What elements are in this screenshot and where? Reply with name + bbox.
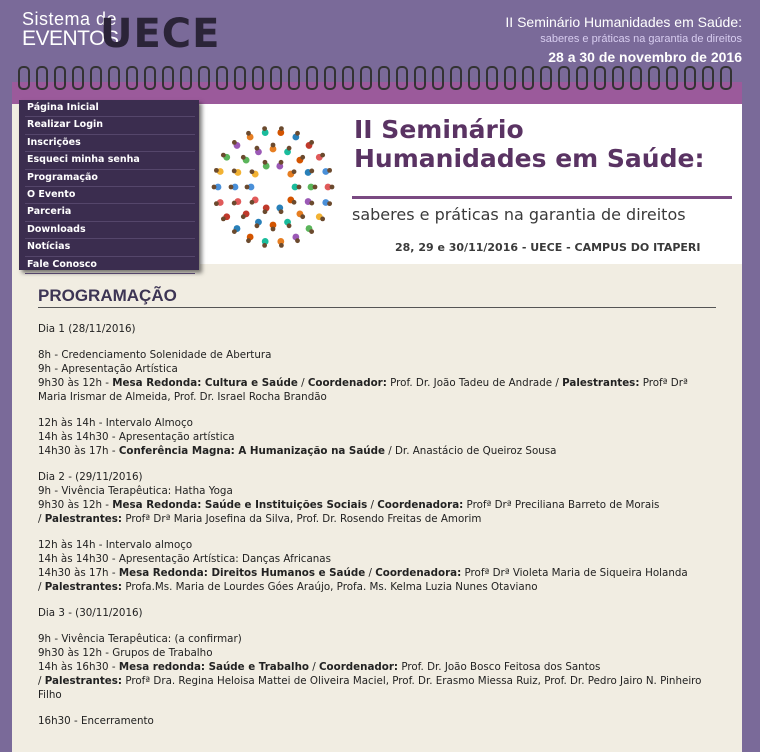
day-1-heading: Dia 1 (28/11/2016) <box>38 323 136 335</box>
person-figure <box>262 238 269 248</box>
banner-dates: 28, 29 e 30/11/2016 - UECE - CAMPUS DO ITAPERI <box>395 241 701 254</box>
names: Profa.Ms. Maria de Lourdes Góes Araújo, Profa. Ms. Kelma Luzia Nunes Otaviano <box>122 581 538 593</box>
schedule-line <box>38 444 716 458</box>
spiral-ring <box>18 66 30 90</box>
banner-title-line-1: II Seminário <box>354 115 524 144</box>
logo-line-1: Sistema de <box>22 9 118 29</box>
person-figure <box>292 131 299 140</box>
event-subtitle: saberes e práticas na garantia de direitos <box>540 33 742 45</box>
role-label: Coordenador: <box>307 377 387 389</box>
spiral-ring <box>450 66 462 90</box>
person-figure <box>296 210 305 219</box>
person-figure <box>277 126 284 136</box>
person-figure <box>246 234 253 243</box>
names: Profª Drª Maria Irismar de Almeida, Prof. Dr. Israel Rocha Brandão <box>38 377 688 403</box>
person-figure <box>276 160 283 170</box>
spiral-ring <box>324 66 336 90</box>
event-dates: 28 a 30 de novembro de 2016 <box>548 49 742 65</box>
person-figure <box>214 199 224 206</box>
names: Profª Drª Maria Josefina da Silva, Prof. Dr. Rosendo Freitas de Amorim <box>122 513 482 525</box>
names: Profª Dra. Regina Heloisa Mattei de Oliveira Maciel, Prof. Dr. Erasmo Miessa Ruiz, Prof. Dr. Pedro Jairo N. Pinheiro Filho <box>38 675 702 701</box>
day-3-heading: Dia 3 - (30/11/2016) <box>38 607 143 619</box>
person-figure <box>263 205 270 215</box>
person-figure <box>296 155 305 164</box>
menu-item-label[interactable]: Programação <box>27 171 98 183</box>
person-figure <box>270 143 277 153</box>
top-header <box>0 0 760 72</box>
schedule-line: 9h - Vivência Terapêutica: Hatha Yoga <box>38 485 233 497</box>
spiral-ring <box>612 66 624 90</box>
person-figure <box>221 213 230 221</box>
schedule-line: 8h - Credenciamento Solenidade de Abertura <box>38 349 272 361</box>
separator: / <box>365 567 376 579</box>
person-figure <box>287 169 296 177</box>
schedule-line <box>38 498 716 512</box>
menu-item-label[interactable]: Notícias <box>27 241 71 253</box>
menu-item-label[interactable]: Página Inicial <box>27 102 99 113</box>
logo-line-3: UECE <box>100 11 221 57</box>
schedule-line: 9h - Apresentação Artística <box>38 363 178 375</box>
schedule-line <box>38 674 716 702</box>
person-figure <box>322 168 332 175</box>
spiral-ring <box>504 66 516 90</box>
person-figure <box>284 146 291 155</box>
schedule-line: 9h30 às 12h - Grupos de Trabalho <box>38 647 213 659</box>
menu-item-label[interactable]: Esqueci minha senha <box>27 154 140 166</box>
session-title: Conferência Magna: A Humanização na Saúde <box>118 445 385 457</box>
day-2-heading: Dia 2 - (29/11/2016) <box>38 471 143 483</box>
spiral-ring <box>342 66 354 90</box>
time: 9h30 às 12h - <box>38 499 113 511</box>
session-title: Mesa Redonda: Direitos Humanos e Saúde <box>118 567 366 579</box>
banner-title <box>354 116 704 174</box>
person-figure <box>292 184 302 191</box>
menu-item-label[interactable]: Parceria <box>27 206 72 218</box>
schedule-line: 12h às 14h - Intervalo Almoço <box>38 417 193 429</box>
spiral-ring <box>396 66 408 90</box>
spiral-ring <box>648 66 660 90</box>
person-figure <box>241 155 250 164</box>
menu-item-label[interactable]: Downloads <box>27 223 86 235</box>
spiral-ring <box>522 66 534 90</box>
spiral-ring <box>468 66 480 90</box>
person-figure <box>276 205 283 215</box>
menu-item-inscricoes[interactable] <box>25 135 195 152</box>
spiral-ring <box>180 66 192 90</box>
spiral-ring <box>576 66 588 90</box>
menu-item-label[interactable]: O Evento <box>27 188 76 200</box>
spiral-ring <box>270 66 282 90</box>
spiral-ring <box>90 66 102 90</box>
spiral-ring <box>306 66 318 90</box>
role-label: Coordenadora: <box>375 567 462 579</box>
person-figure <box>308 184 318 191</box>
spiral-ring <box>432 66 444 90</box>
menu-item-realizar-login[interactable] <box>25 117 195 134</box>
spiral-ring <box>54 66 66 90</box>
person-figure <box>229 184 239 191</box>
person-figure <box>250 169 259 177</box>
person-figure <box>232 198 241 205</box>
spiral-ring <box>36 66 48 90</box>
person-figure <box>277 238 284 248</box>
spiral-ring <box>234 66 246 90</box>
person-figure <box>284 219 291 228</box>
separator: / <box>38 675 45 687</box>
person-figure <box>245 184 255 191</box>
schedule-line: 9h - Vivência Terapêutica: (a confirmar) <box>38 633 242 645</box>
menu-item-o-evento[interactable] <box>25 187 195 204</box>
names: Prof. Dr. João Bosco Feitosa dos Santos <box>398 661 601 673</box>
menu-item-esqueci-senha[interactable] <box>25 152 195 169</box>
role-label: Palestrantes: <box>44 675 123 687</box>
event-title: II Seminário Humanidades em Saúde: <box>505 14 742 30</box>
schedule-line <box>38 566 716 580</box>
main-menu <box>19 100 199 270</box>
spiral-ring <box>558 66 570 90</box>
person-figure <box>263 160 270 170</box>
separator: / <box>367 499 378 511</box>
menu-item-label[interactable]: Realizar Login <box>27 119 104 131</box>
person-figure <box>306 140 314 149</box>
menu-item-programacao[interactable] <box>25 170 195 187</box>
spiral-ring <box>414 66 426 90</box>
spiral-ring <box>378 66 390 90</box>
time: 14h30 às 17h - <box>38 567 119 579</box>
role-label: Palestrantes: <box>44 513 123 525</box>
spiral-ring <box>360 66 372 90</box>
role-label: Palestrantes: <box>44 581 123 593</box>
spiral-ring <box>540 66 552 90</box>
spiral-ring <box>252 66 264 90</box>
spiral-ring <box>216 66 228 90</box>
spiral-ring <box>684 66 696 90</box>
role-label: Palestrantes: <box>562 377 640 389</box>
schedule-line <box>38 512 716 526</box>
person-figure <box>325 184 335 191</box>
schedule-line: 14h às 14h30 - Apresentação artística <box>38 431 235 443</box>
person-figure <box>214 168 224 175</box>
program-content <box>38 286 716 728</box>
schedule-line <box>38 580 716 594</box>
menu-item-fale-conosco[interactable] <box>25 257 195 274</box>
menu-item-label[interactable]: Inscrições <box>27 136 81 148</box>
spiral-binding <box>12 66 742 90</box>
spiral-ring <box>126 66 138 90</box>
people-circle-illustration <box>208 122 338 252</box>
spiral-ring <box>288 66 300 90</box>
person-figure <box>241 210 250 219</box>
names: Profª Drª Violeta Maria de Siqueira Holanda <box>461 567 688 579</box>
spiral-ring <box>108 66 120 90</box>
session-title: Mesa Redonda: Saúde e Instituições Sociais <box>112 499 368 511</box>
person-figure <box>221 153 230 161</box>
person-figure <box>232 140 240 149</box>
role-label: Coordenador: <box>318 661 399 673</box>
spiral-ring <box>162 66 174 90</box>
schedule-line <box>38 376 716 404</box>
menu-item-label[interactable]: Fale Conosco <box>27 258 97 270</box>
person-figure <box>305 169 314 176</box>
person-figure <box>287 197 296 205</box>
banner-subtitle: saberes e práticas na garantia de direitos <box>352 196 732 224</box>
schedule-line: 12h às 14h - Intervalo almoço <box>38 539 193 551</box>
time: 9h30 às 12h - <box>38 377 113 389</box>
person-figure <box>246 131 253 140</box>
banner-title-line-2: Humanidades em Saúde: <box>354 143 705 173</box>
names: Profª Drª Preciliana Barreto de Morais <box>463 499 660 511</box>
spiral-ring <box>702 66 714 90</box>
person-figure <box>316 213 325 221</box>
logo-line-2: EVENTOS <box>22 27 119 50</box>
session-title: Mesa Redonda: Cultura e Saúde <box>112 377 298 389</box>
time: 14h às 16h30 - <box>38 661 119 673</box>
role-label: Coordenadora: <box>377 499 464 511</box>
names: Prof. Dr. João Tadeu de Andrade / <box>386 377 563 389</box>
person-figure <box>232 225 240 234</box>
site-logo[interactable] <box>22 9 221 57</box>
schedule-line: 16h30 - Encerramento <box>38 715 154 727</box>
separator: / <box>38 513 45 525</box>
person-figure <box>232 169 241 176</box>
person-figure <box>255 146 262 155</box>
person-figure <box>250 197 259 205</box>
spiral-ring <box>72 66 84 90</box>
spiral-ring <box>666 66 678 90</box>
event-banner <box>200 104 742 264</box>
page-title: PROGRAMAÇÃO <box>38 286 716 308</box>
spiral-ring <box>630 66 642 90</box>
time: 14h30 às 17h - <box>38 445 119 457</box>
person-figure <box>255 219 262 228</box>
menu-item-pagina-inicial[interactable] <box>25 100 195 117</box>
person-figure <box>322 199 332 206</box>
person-figure <box>306 225 314 234</box>
separator: / <box>308 661 319 673</box>
schedule-line: 14h às 14h30 - Apresentação Artística: Danças Africanas <box>38 553 331 565</box>
spiral-ring <box>720 66 732 90</box>
spiral-ring <box>144 66 156 90</box>
separator: / <box>297 377 308 389</box>
person-figure <box>292 234 299 243</box>
event-info <box>505 14 742 65</box>
names: / Dr. Anastácio de Queiroz Sousa <box>384 445 557 457</box>
spiral-ring <box>198 66 210 90</box>
person-figure <box>316 153 325 161</box>
person-figure <box>270 222 277 232</box>
schedule-line <box>38 660 716 674</box>
menu-item-downloads[interactable] <box>25 222 195 239</box>
session-title: Mesa redonda: Saúde e Trabalho <box>118 661 309 673</box>
person-figure <box>212 184 222 191</box>
person-figure <box>305 198 314 205</box>
person-figure <box>262 126 269 136</box>
menu-item-parceria[interactable] <box>25 204 195 221</box>
separator: / <box>38 581 45 593</box>
spiral-ring <box>486 66 498 90</box>
menu-item-noticias[interactable] <box>25 239 195 256</box>
spiral-ring <box>594 66 606 90</box>
